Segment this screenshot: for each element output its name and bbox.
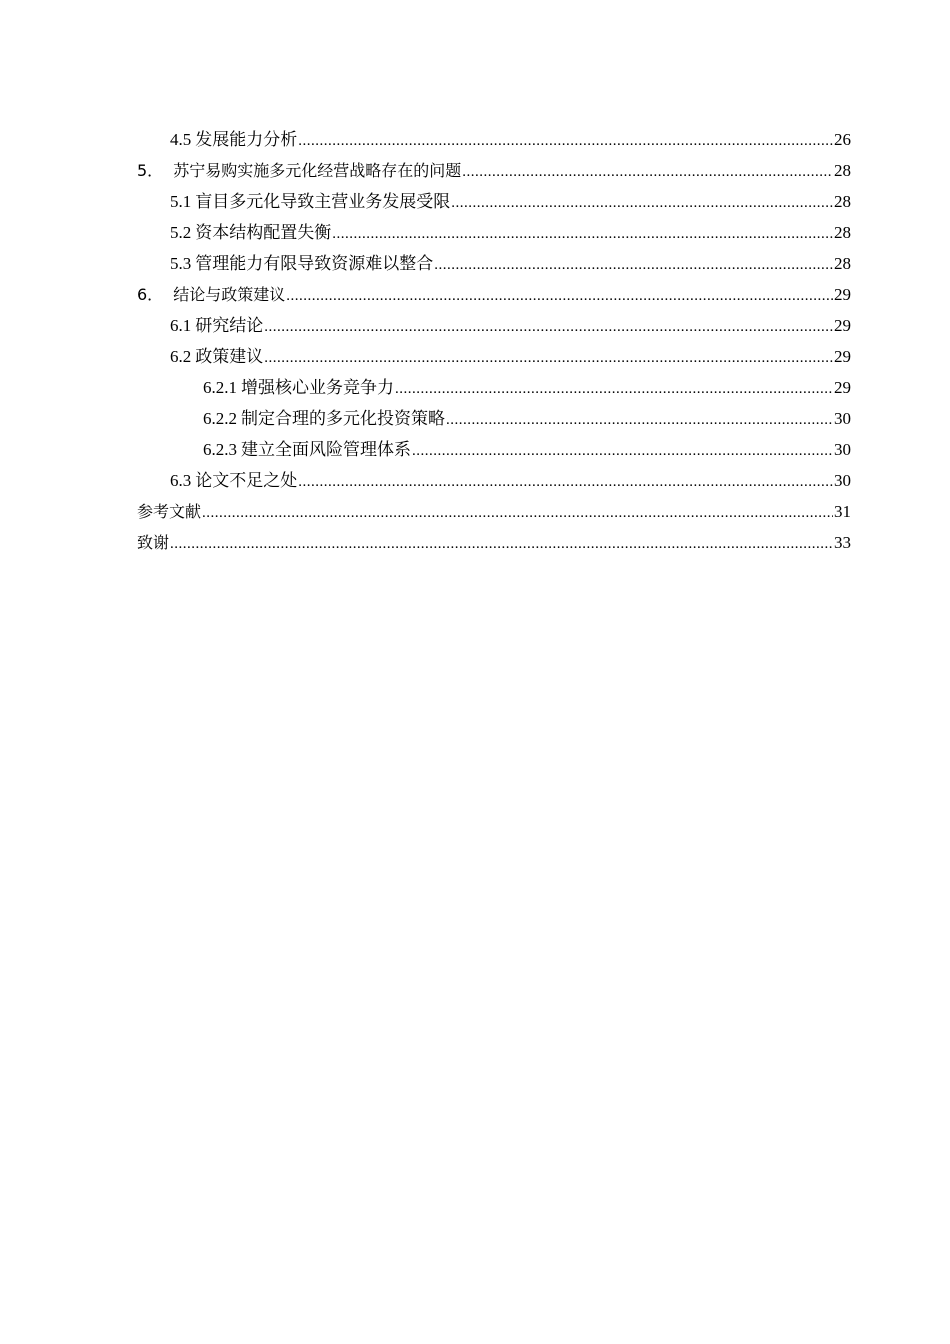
toc-entry-page: 29 <box>834 378 851 397</box>
toc-entry-number: 6.2.3 <box>203 440 237 459</box>
toc-entry-title: 制定合理的多元化投资策略 <box>241 409 445 428</box>
toc-entry[interactable] <box>137 186 851 217</box>
toc-dot-leader <box>298 126 833 157</box>
toc-entry-number: 4.5 <box>170 130 192 149</box>
toc-entry[interactable] <box>137 465 851 496</box>
toc-entry[interactable] <box>137 124 851 155</box>
toc-dot-leader <box>446 405 833 436</box>
toc-dot-leader <box>412 436 833 467</box>
toc-entry-title: 论文不足之处 <box>195 471 298 490</box>
toc-dot-leader <box>264 343 833 374</box>
toc-entry-page: 26 <box>834 130 851 149</box>
toc-dot-leader <box>298 467 833 498</box>
toc-entry-page: 28 <box>834 192 851 211</box>
toc-entry-number: 6.3 <box>170 471 192 490</box>
toc-entry-title: 发展能力分析 <box>195 130 298 149</box>
toc-entry[interactable] <box>137 279 851 310</box>
toc-entry-page: 28 <box>834 223 851 242</box>
toc-entry-page: 28 <box>834 254 851 273</box>
toc-entry[interactable] <box>137 434 851 465</box>
toc-dot-leader <box>170 529 833 560</box>
toc-entry-title: 参考文献 <box>137 502 202 521</box>
toc-entry-title: 管理能力有限导致资源难以整合 <box>195 254 434 273</box>
toc-dot-leader <box>332 219 833 250</box>
toc-entry-number: 6.1 <box>170 316 192 335</box>
toc-entry-page: 28 <box>834 161 851 180</box>
toc-entry-page: 29 <box>834 347 851 366</box>
toc-dot-leader <box>395 374 833 405</box>
toc-entry[interactable] <box>137 310 851 341</box>
toc-dot-leader <box>264 312 833 343</box>
toc-entry-page: 31 <box>834 502 851 521</box>
toc-entry-number: 6.2 <box>170 347 192 366</box>
table-of-contents <box>137 124 851 558</box>
toc-entry-number: 6.2.1 <box>203 378 237 397</box>
toc-entry-number: 6.2.2 <box>203 409 237 428</box>
toc-entry-title: 增强核心业务竞争力 <box>241 378 394 397</box>
toc-entry-number: 5.3 <box>170 254 192 273</box>
toc-entry-page: 33 <box>834 533 851 552</box>
toc-entry-page: 30 <box>834 471 851 490</box>
toc-entry-title: 致谢 <box>137 533 170 552</box>
toc-entry-title: 政策建议 <box>195 347 264 366</box>
toc-entry-page: 30 <box>834 409 851 428</box>
toc-dot-leader <box>434 250 833 281</box>
toc-entry-title: 盲目多元化导致主营业务发展受限 <box>195 192 451 211</box>
toc-entry[interactable] <box>137 217 851 248</box>
toc-entry-page: 29 <box>834 285 851 304</box>
toc-entry-page: 29 <box>834 316 851 335</box>
toc-entry[interactable] <box>137 155 851 186</box>
toc-entry-title: 资本结构配置失衡 <box>195 223 332 242</box>
toc-entry[interactable] <box>137 372 851 403</box>
toc-entry-number: 5.2 <box>170 223 192 242</box>
toc-entry-page: 30 <box>834 440 851 459</box>
toc-dot-leader <box>202 498 833 529</box>
toc-entry-number: 5.1 <box>170 192 192 211</box>
toc-entry[interactable] <box>137 496 851 527</box>
toc-entry-title: 研究结论 <box>195 316 264 335</box>
toc-dot-leader <box>451 188 833 219</box>
toc-entry-number: 5． <box>137 161 164 180</box>
toc-entry[interactable] <box>137 527 851 558</box>
toc-entry-number: 6． <box>137 285 164 304</box>
toc-dot-leader <box>462 157 833 188</box>
toc-entry-title: 苏宁易购实施多元化经营战略存在的问题 <box>173 161 462 180</box>
toc-entry[interactable] <box>137 403 851 434</box>
toc-entry-title: 结论与政策建议 <box>173 285 286 304</box>
toc-entry[interactable] <box>137 341 851 372</box>
toc-entry[interactable] <box>137 248 851 279</box>
toc-entry-title: 建立全面风险管理体系 <box>241 440 411 459</box>
toc-dot-leader <box>286 281 833 312</box>
